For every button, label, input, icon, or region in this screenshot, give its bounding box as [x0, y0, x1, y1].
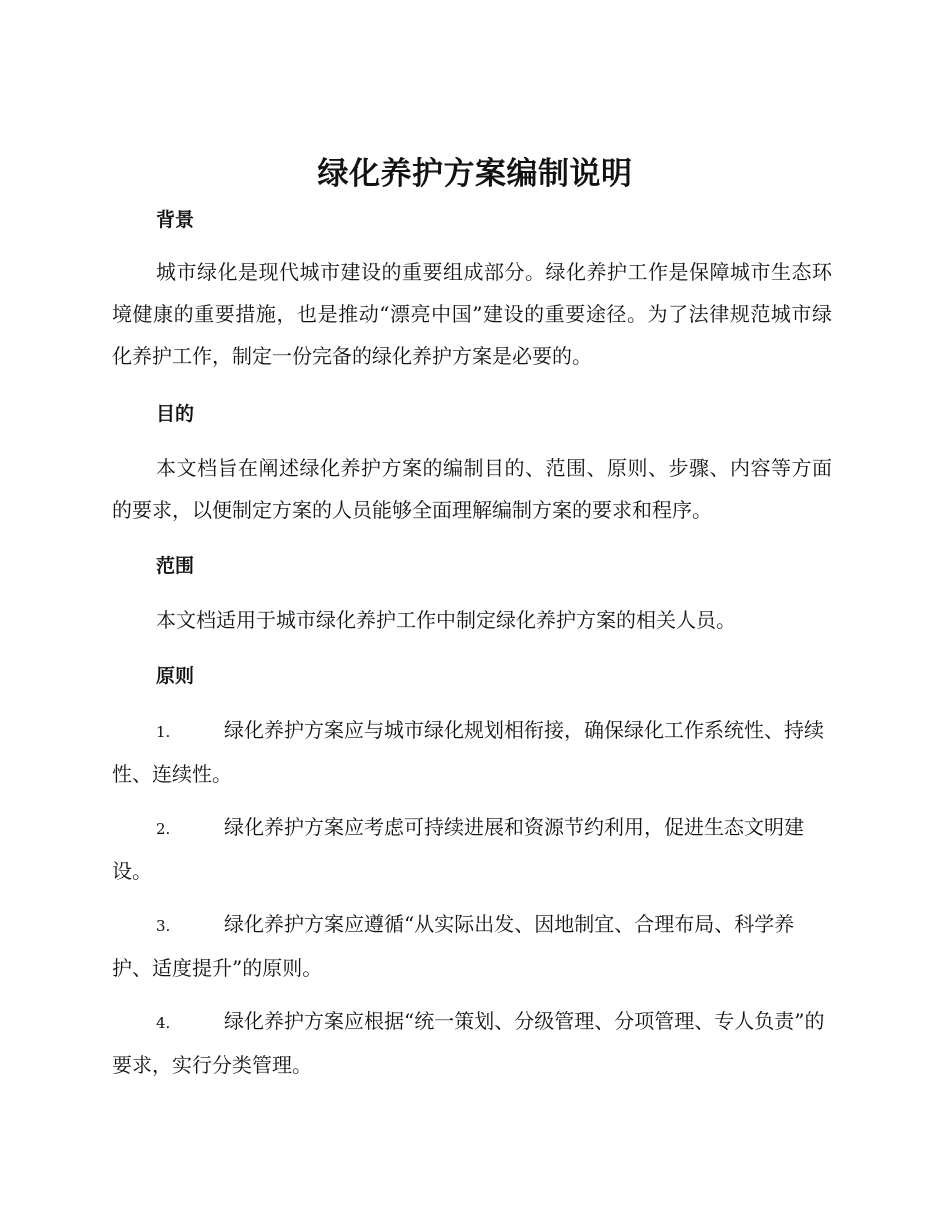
section-heading-purpose: 目的 — [156, 403, 195, 425]
section-heading-background: 背景 — [156, 209, 195, 231]
section-heading-scope: 范围 — [156, 555, 195, 577]
principle-text: 绿化养护方案应与城市绿化规划相衔接，确保绿化工作系统性、持续性、连续性。 — [112, 718, 824, 786]
principle-text: 绿化养护方案应遵循“从实际出发、因地制宜、合理布局、科学养护、适度提升”的原则。 — [112, 912, 795, 980]
principle-item — [112, 903, 832, 989]
section-heading-principles: 原则 — [156, 665, 195, 687]
document-title: 绿化养护方案编制说明 — [317, 156, 633, 192]
principle-item — [112, 709, 832, 795]
section-paragraph-purpose: 本文档旨在阐述绿化养护方案的编制目的、范围、原则、步骤、内容等方面的要求，以便制定方案的人员能够全面理解编制方案的要求和程序。 — [112, 456, 832, 522]
principle-item — [112, 1000, 832, 1086]
section-paragraph-scope: 本文档适用于城市绿化养护工作中制定绿化养护方案的相关人员。 — [156, 608, 736, 632]
principle-number: 3. — [156, 917, 171, 935]
principle-number: 2. — [156, 820, 171, 838]
principle-number: 4. — [156, 1014, 171, 1032]
section-paragraph-background: 城市绿化是现代城市建设的重要组成部分。绿化养护工作是保障城市生态环境健康的重要措施，也是推动“漂亮中国”建设的重要途径。为了法律规范城市绿化养护工作，制定一份完备的绿化养护方案是必要的。 — [112, 260, 832, 368]
principle-text: 绿化养护方案应考虑可持续进展和资源节约利用，促进生态文明建设。 — [112, 815, 804, 883]
principle-item — [112, 806, 832, 892]
principle-number: 1. — [156, 723, 171, 741]
principle-text: 绿化养护方案应根据“统一策划、分级管理、分项管理、专人负责”的要求，实行分类管理。 — [112, 1009, 825, 1077]
